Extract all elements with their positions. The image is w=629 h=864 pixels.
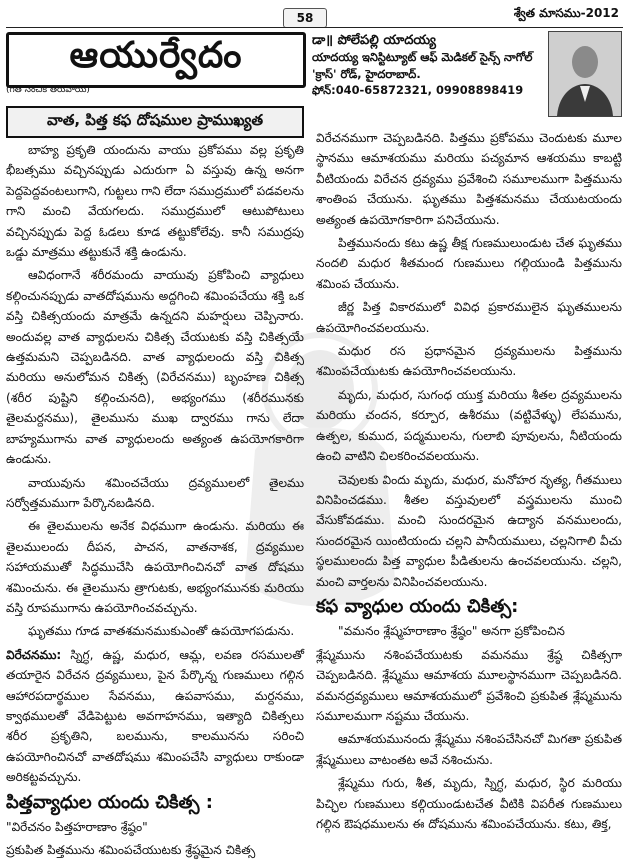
quote: "వమనం శ్లేష్మహరాణాం శ్రేష్ఠం" అనగా ప్రకోపించిన	[338, 624, 565, 639]
paragraph: శ్లేష్మమును నశింపచేయుటకు వమనము శ్రేష్ఠ చికిత్సగా చెప్పబడినది. శ్లేష్మము ఆమాశయ మూలస్థానముగా చెప్పబడినది. వమనద్రవ్యములు ఆమాశయములో ప్రవేశించి ప్రకుపిత శ్లేష్మమును సమూలముగా నష్టము చేయును.	[316, 647, 622, 723]
paragraph: చెవులకు విందు మృదు, మధుర, మనోహర నృత్య, గీతములు వినిపించడము. శీతల వస్తువులలో వస్త్రములను ముంచి వేసుకోవడము. మంచి సుందరమైన ఉద్యాన వనములందు, సుందరమైన యింటియందు చల్లని పానీయములు, చల్లనిగాలి వీచు స్థలములందు పిత్త వ్యాధుల పీడితులను ఉంచవలయును. చల్లని, మంచి వార్తలను వినిపించవలయును.	[316, 472, 622, 589]
paragraph: పిత్తమునందు కటు ఉష్ణ తీక్ష గుణములుండుట చేత ఘృతము నందలి మధుర శీతమంద గుణములు గల్గియుండి పిత్తమును శమింప చేయును.	[316, 236, 622, 291]
paragraph: విరేచనముగా చెప్పబడినది. పిత్తము ప్రకోపము చెందుటకు మూల స్థానము ఆమాశయము మరియు పచ్యమాన ఆశయము కాబట్టి వీటియందు విరేచన ద్రవ్యము ప్రవేశించి సమూలముగా పిత్తమును శాంతింప చేయును. ఘృతము పిత్తశమనము చేయుటయందు అత్యంత ఉపయోగకారిగా పనిచేయును.	[316, 131, 622, 227]
paragraph-text: స్నిగ్ధ, ఉష్ణ, మధుర, ఆమ్ల, లవణ రసములతో తయారైన విరేచన ద్రవ్యములు, పైన పేర్కొన్న గుణములు గల్గిన ఆహారపదార్థముల సేవనము, ఉపవాసము, మర్దనము, క్వాథములతో వేడిపెట్టుట అవగాహనము, ఇత్యాది చికిత్సలు శరీర ప్రకృతిని, బలమును, కాలమునను సరించి ఉపయోగించినచో వాతదోషము శమింపచేసి వ్యాధులు రాకుండా అరికట్టవచ్చును.	[6, 647, 304, 785]
person-portrait-icon	[549, 32, 621, 116]
paragraph: శ్లేష్మము గురు, శీత, మృదు, స్నిగ్ధ, మధుర, స్థిర మరియు పిచ్ఛిల గుణములు కల్గియుండుటచేత వీటికి విపరీత గుణములు గల్గిన ఔషధములను ఈ దోషమును శమింపచేయును. కటు, తిక్త,	[316, 776, 622, 831]
paragraph: ఘృతము గూడ వాతశమనముకుఎంతో ఉపయోగపడును.	[28, 624, 295, 639]
left-column	[6, 140, 304, 864]
article-heading: వాత, పిత్త కఫ దోషముల ప్రాముఖ్యత	[6, 106, 304, 138]
paragraph: మధుర రస ప్రధానమైన ద్రవ్యములను పిత్తమును శమింపచేయుటకు ఉపయోగించవలయును.	[316, 344, 622, 379]
page-number: 58	[283, 8, 327, 28]
author-photo	[548, 31, 622, 117]
label-virechanam: విరేచనము:	[6, 647, 62, 662]
author-address: 'క్రాస్' రోడ్, హైదరాబాద్.	[312, 66, 421, 81]
author-name: డా॥ పోలేపల్లి యాదయ్య	[312, 33, 436, 48]
top-rule	[6, 27, 623, 28]
magazine-issue: శ్వేత మాసము-2012	[513, 6, 619, 20]
author-institute: యాదయ్య ఇనిస్టిట్యూట్ ఆఫ్ మెడికల్ సైన్స్ నాగోల్	[312, 50, 533, 65]
paragraph: ఆమాశయమునందు శ్లేష్మము నశింపచేసినచో మిగతా ప్రకుపిత శ్లేష్మములు వాటంతట అవే నశించును.	[316, 732, 622, 767]
paragraph: ఆవిధంగానే శరీరమందు వాయువు ప్రకోపించి వ్యాధులు కల్గించునప్పుడు వాతదోషమును అద్దగించి శమింపచేయు శక్తి ఒక వస్తి చికిత్సయందు మాత్రమే ఉన్నదని మహర్షులు చెప్పినారు. అందువల్ల వాత వ్యాధులను చికిత్స చేయుటకు వస్తి చికిత్సయే ఉత్తమమని చెప్పబడినది. వాత వ్యాధులందు వస్తి చికిత్స మరియు అనులోమన చికిత్స (విరేచనము) బృంహణ చికిత్స (శరీర పుష్టిని కల్గించునది), అభ్యంగము (శరీరమునకు తైలమర్దనము), తైలమును ముఖ ద్వారము గాను లేదా బాహ్యముగాను వాత వ్యాధులందు అత్యంత ఉపయోగకారిగా ఉండును.	[6, 268, 304, 467]
sub-heading-pitta: పిత్తవ్యాధుల యందు చికిత్స :	[6, 791, 213, 813]
paragraph: బాహ్య ప్రకృతి యందును వాయు ప్రకోపము వల్ల ప్రకృతి భీబత్సము వచ్చినప్పుడు ఎదురుగా ఏ వస్తువు ఉన్న అనగా పెద్దపెద్దవంటలుగాని, గుట్టలు గాని లేదా సముద్రములో పడవలను గాని మంచి వేయగలదు. సముద్రములో ఆటుపోటులు వచ్చినప్పుడు పెద్ద ఓడలు కూడ తట్టుకోలేవు. కానీ సముద్రపు ఒడ్డు మాత్రము తట్టుకునే శక్తి ఉండును.	[6, 143, 304, 260]
paragraph: మృదు, మధుర, సుగంధ యుక్త మరియు శీతల ద్రవ్యములను మరియు చందన, కర్పూర, ఉశీరము (వట్టివేళ్ళు) లేపమును, ఉత్పల, కుముద, పద్మములను, గులాబి పూవులను, నీటియందు ఉంచి వాటిని చిలకరించవలయును.	[316, 387, 622, 464]
author-phone: ఫోన్:040-65872321, 09908898419	[312, 82, 524, 97]
paragraph	[6, 645, 304, 788]
right-column	[316, 128, 622, 837]
author-block	[312, 33, 540, 98]
paragraph: జీర్ణ పిత్త వికారములో వివిధ ప్రకారములైన ఘృతములను ఉపయోగించవలయును.	[316, 300, 622, 335]
section-title: ఆయుర్వేదం	[6, 32, 306, 88]
paragraph: ఈ తైలములను అనేక విధముగా ఉండును. మరియు ఈ తైలములందు దీపన, పాచన, వాతనాశక, ద్రవ్యముల సహాయముతో సిద్ధముచేసి ఉపయోగించినచో వాత దోషము శమించును. ఈ తైలమును త్రాగుటకు, అభ్యంగమునకు మరియు వస్తి రూపముగాను ఉపయోగించవచ్చును.	[6, 519, 304, 615]
sub-heading-kapha: కఫ వ్యాధుల యందు చికిత్స:	[316, 595, 519, 617]
paragraph: వాయువును శమించచేయు ద్రవ్యములలో తైలము సర్వోత్తమముగా పేర్కొనబడినది.	[6, 475, 304, 510]
quote: "విరేచనం పిత్తహరాణాం శ్రేష్ఠం"	[6, 820, 148, 834]
paragraph: ప్రకుపిత పిత్తమును శమింపచేయుటకు శ్రేష్ఠమైన చికిత్స	[6, 843, 256, 858]
continued-note: (గత సంచిక తరువాయి)	[6, 85, 90, 95]
